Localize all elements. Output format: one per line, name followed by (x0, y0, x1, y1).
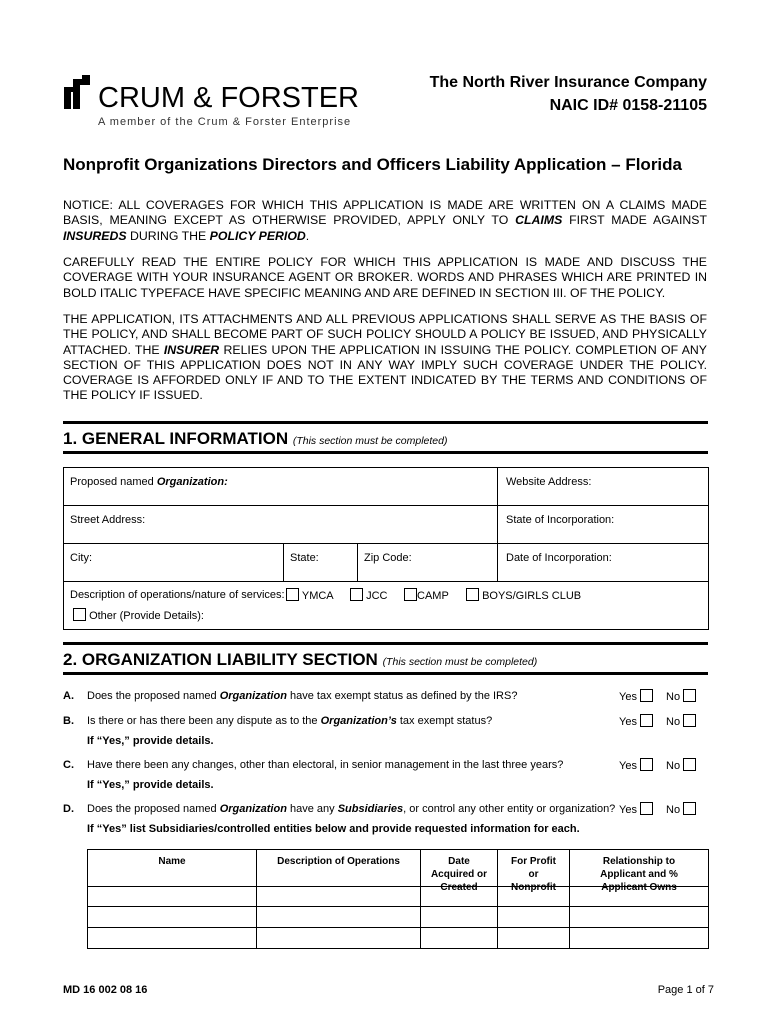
question-a-yes[interactable]: Yes (619, 689, 653, 703)
table-header-relationship: Relationship to Applicant and % Applicant Owns (600, 856, 678, 893)
question-d-letter: D. (63, 803, 74, 815)
state-field[interactable]: State: (290, 552, 319, 564)
question-a-yes-checkbox[interactable] (640, 689, 653, 702)
table-row[interactable] (89, 907, 707, 927)
description-of-operations-label: Description of operations/nature of services: (70, 589, 285, 601)
question-d-yes-checkbox[interactable] (640, 802, 653, 815)
question-d-yes[interactable]: Yes (619, 802, 653, 816)
question-b-followup: If “Yes,” provide details. (87, 735, 214, 747)
zip-code-field[interactable]: Zip Code: (364, 552, 412, 564)
notice-paragraph-2: CAREFULLY READ THE ENTIRE POLICY FOR WHICH THIS APPLICATION IS MADE AND DISCUSS THE COVERAGE WITH YOUR INSURANCE AGENT OR BROKER. WORDS AND PHRASES WHICH ARE PRINTED IN BOLD ITALIC TYPEFACE HAVE SPECIFIC MEANING AND ARE DEFINED IN SECTION III. OF THE POLICY. (63, 255, 707, 300)
date-of-incorporation-field[interactable]: Date of Incorporation: (506, 552, 612, 564)
notice-paragraph-1: NOTICE: ALL COVERAGES FOR WHICH THIS APPLICATION IS MADE ARE WRITTEN ON A CLAIMS MADE BASIS, MEANING EXCEPT AS OTHERWISE PROVIDED, APPLY ONLY TO CLAIMS FIRST MADE AGAINST INSUREDS DURING THE POLICY PERIOD. (63, 198, 707, 243)
question-b-text: Is there or has there been any dispute as to the Organization’s tax exempt status? (87, 715, 493, 727)
naic-id: NAIC ID# 0158-21105 (549, 97, 707, 114)
question-b-letter: B. (63, 715, 74, 727)
question-c-no-checkbox[interactable] (683, 758, 696, 771)
section-2-bottom-rule (63, 672, 708, 675)
section-1-heading: 1. GENERAL INFORMATION (This section must be completed) (63, 429, 448, 448)
question-c-text: Have there been any changes, other than electoral, in senior management in the last three years? (87, 759, 564, 771)
crum-forster-logo-icon (64, 75, 92, 109)
section-1-bottom-rule (63, 451, 708, 454)
question-a-no[interactable]: No (666, 689, 696, 703)
question-d-no-checkbox[interactable] (683, 802, 696, 815)
question-b-yes[interactable]: Yes (619, 714, 653, 728)
question-d-followup: If “Yes” list Subsidiaries/controlled entities below and provide requested information for each. (87, 823, 580, 835)
section-1-top-rule (63, 421, 708, 424)
question-c-yes-checkbox[interactable] (640, 758, 653, 771)
question-a-text: Does the proposed named Organization have tax exempt status as defined by the IRS? (87, 690, 518, 702)
table-header-name: Name (158, 856, 186, 867)
table-row[interactable] (89, 887, 707, 906)
proposed-organization-field[interactable]: Proposed named Organization: (70, 476, 228, 488)
section-2-heading: 2. ORGANIZATION LIABILITY SECTION (This section must be completed) (63, 650, 538, 669)
question-b-no[interactable]: No (666, 714, 696, 728)
city-field[interactable]: City: (70, 552, 92, 564)
option-other[interactable]: Other (Provide Details): (73, 608, 204, 622)
question-a-no-checkbox[interactable] (683, 689, 696, 702)
section-2-top-rule (63, 642, 708, 645)
option-ymca[interactable]: YMCA (286, 588, 334, 602)
question-c-no[interactable]: No (666, 758, 696, 772)
logo-name: CRUM & FORSTER (98, 82, 359, 114)
option-camp[interactable]: CAMP (404, 588, 449, 602)
table-header-date-acquired: Date Acquired or Created (430, 856, 488, 893)
website-address-field[interactable]: Website Address: (506, 476, 592, 488)
question-d-text: Does the proposed named Organization have any Subsidiaries, or control any other entity or organization? (87, 803, 616, 815)
general-information-form (63, 467, 709, 630)
street-address-field[interactable]: Street Address: (70, 514, 146, 526)
camp-checkbox[interactable] (404, 588, 417, 601)
question-c-yes[interactable]: Yes (619, 758, 653, 772)
company-name: The North River Insurance Company (429, 74, 707, 91)
ymca-checkbox[interactable] (286, 588, 299, 601)
question-a-letter: A. (63, 690, 74, 702)
question-b-yes-checkbox[interactable] (640, 714, 653, 727)
notice-paragraph-3: THE APPLICATION, ITS ATTACHMENTS AND ALL PREVIOUS APPLICATIONS SHALL SERVE AS THE BASIS OF THE POLICY, AND SHALL BECOME PART OF SUCH POLICY SHOULD A POLICY BE ISSUED, AND PHYSICALLY ATTACHED. THE INSURER RELIES UPON THE APPLICATION IN ISSUING THE POLICY. COMPLETION OF ANY SECTION OF THIS APPLICATION DOES NOT IN ANY WAY IMPLY SUCH COVERAGE UNDER THE POLICY. COVERAGE IS AFFORDED ONLY IF AND TO THE EXTENT INDICATED BY THE TERMS AND CONDITIONS OF THE POLICY IF ISSUED. (63, 312, 707, 403)
subsidiaries-table (87, 849, 709, 949)
table-row[interactable] (89, 928, 707, 947)
question-b-no-checkbox[interactable] (683, 714, 696, 727)
question-d-no[interactable]: No (666, 802, 696, 816)
jcc-checkbox[interactable] (350, 588, 363, 601)
question-c-followup: If “Yes,” provide details. (87, 779, 214, 791)
boys-girls-club-checkbox[interactable] (466, 588, 479, 601)
table-header-description: Description of Operations (277, 856, 400, 867)
option-boys-girls-club[interactable]: BOYS/GIRLS CLUB (466, 588, 581, 602)
logo-tagline: A member of the Crum & Forster Enterprise (98, 116, 352, 128)
document-title: Nonprofit Organizations Directors and Officers Liability Application – Florida (63, 155, 682, 174)
other-checkbox[interactable] (73, 608, 86, 621)
page-number: Page 1 of 7 (657, 984, 714, 996)
table-header-profit-status: For Profit or Nonprofit (511, 856, 556, 893)
form-number: MD 16 002 08 16 (63, 984, 148, 996)
question-c-letter: C. (63, 759, 74, 771)
option-jcc[interactable]: JCC (350, 588, 387, 602)
state-of-incorporation-field[interactable]: State of Incorporation: (506, 514, 615, 526)
